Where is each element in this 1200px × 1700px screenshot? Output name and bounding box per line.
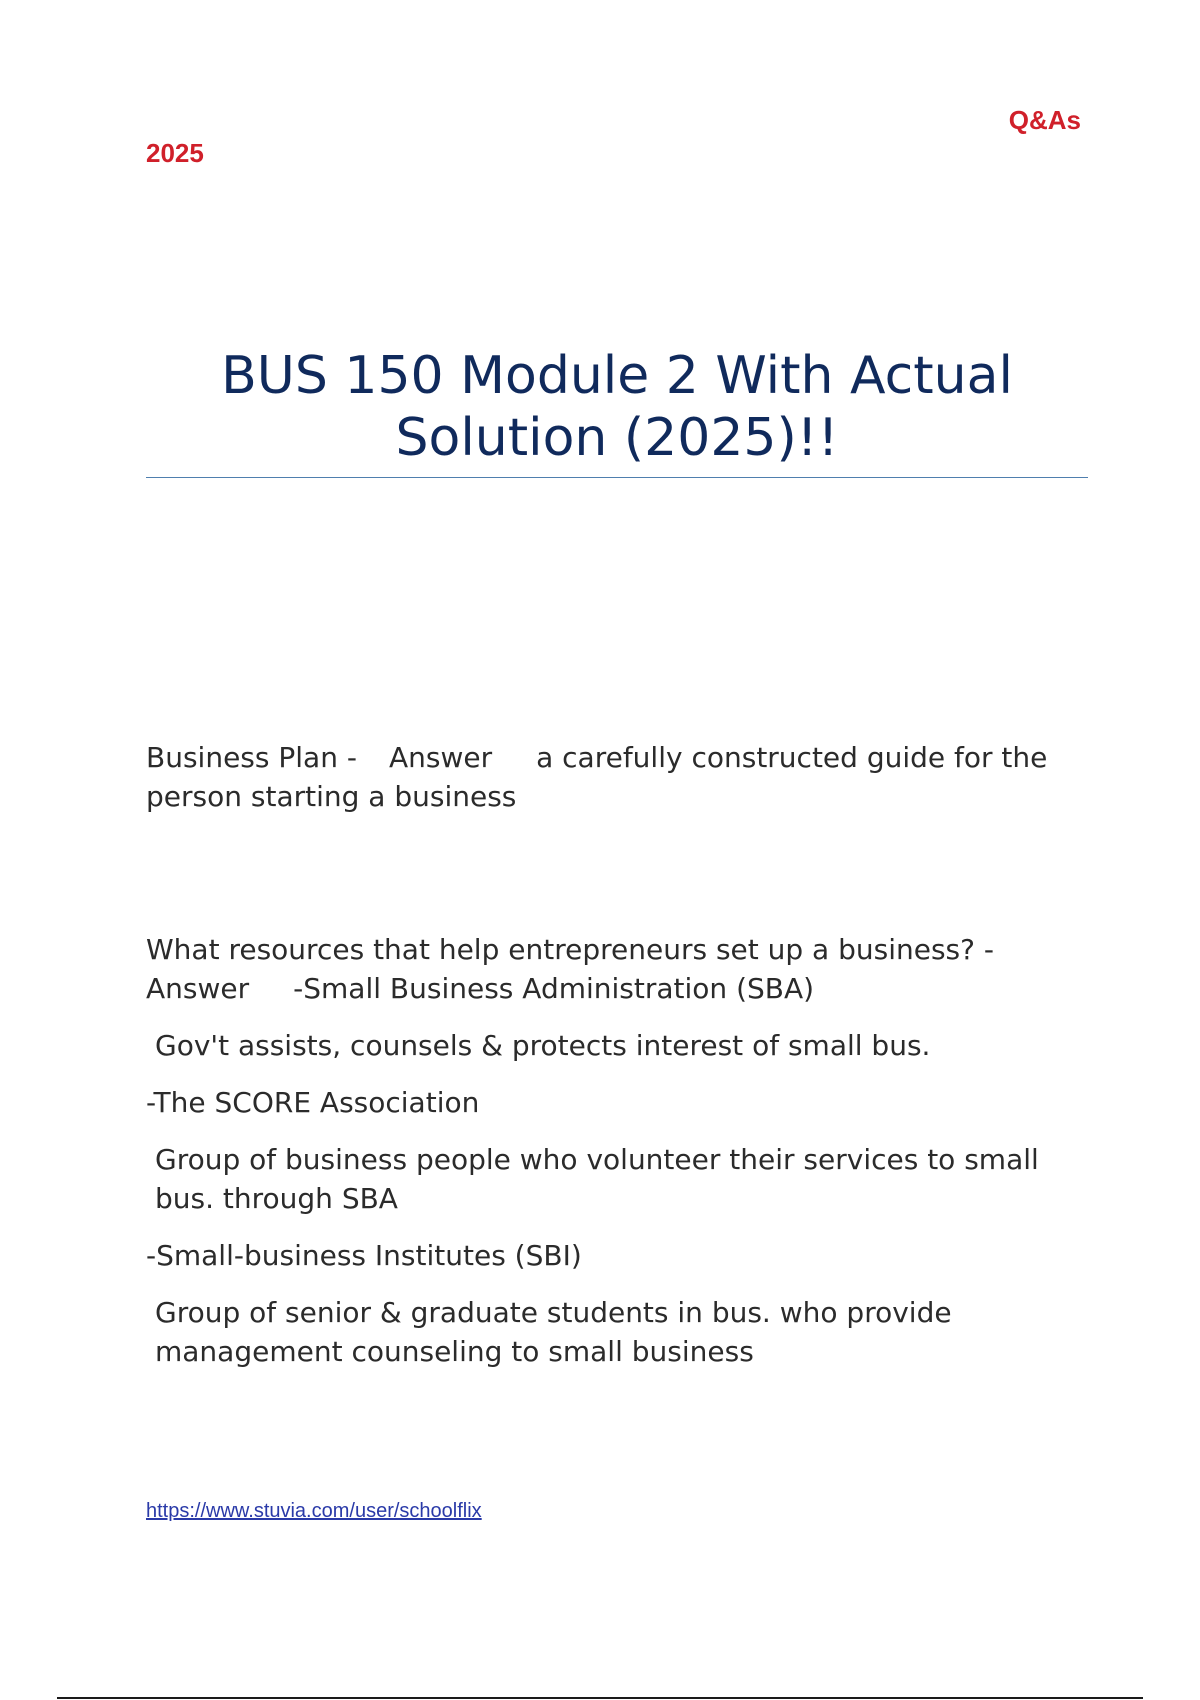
header-qas-label: Q&As [1008, 105, 1081, 135]
list-item: Group of business people who volunteer their services to small bus. through SBA [155, 1143, 1039, 1215]
list-item: Group of senior & graduate students in bus. who provide management counseling to small business [155, 1296, 952, 1368]
stuvia-profile-link[interactable]: https://www.stuvia.com/user/schoolflix [146, 1500, 482, 1522]
footer-divider [57, 1697, 1143, 1699]
page-title [146, 345, 1088, 469]
list-item: -Small-business Institutes (SBI) [146, 1239, 582, 1272]
document-body [146, 738, 1086, 1371]
answer-text: a carefully constructed guide for the person starting a business [146, 741, 1048, 813]
title-line-2: Solution (2025)!! [395, 408, 839, 468]
title-line-1: BUS 150 Module 2 With Actual [221, 346, 1013, 406]
answer-label: Answer [388, 741, 493, 774]
list-item: Gov't assists, counsels & protects interest of small bus. [155, 1029, 931, 1062]
question-text: What resources that help entrepreneurs set up a business? - [146, 933, 995, 966]
qa-business-plan [146, 738, 1086, 816]
question-paragraph [146, 930, 1086, 1008]
answer-label: Answer [146, 972, 250, 1005]
answer-text: -Small Business Administration (SBA) [293, 972, 815, 1005]
list-item: -The SCORE Association [146, 1086, 480, 1119]
qa-resources [146, 930, 1086, 1371]
title-divider [146, 477, 1088, 478]
header-year-label: 2025 [146, 138, 204, 168]
question-text: Business Plan - [146, 741, 357, 774]
